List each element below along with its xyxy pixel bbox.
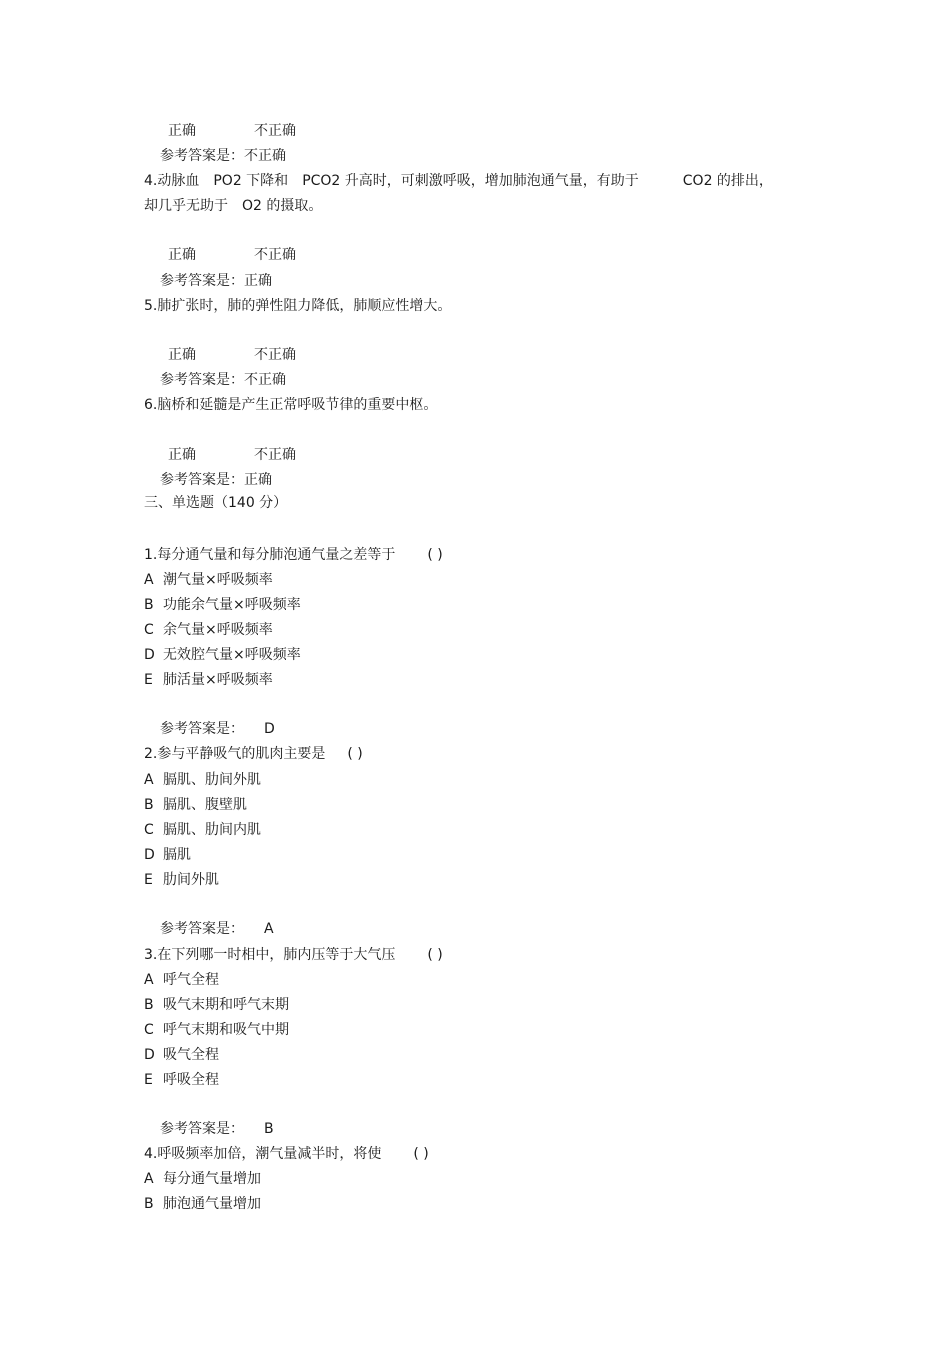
option-b[interactable] [144,996,289,1014]
option-letter: E [144,1072,153,1088]
option-text: 膈肌 [163,847,191,863]
reference-answer [160,920,274,938]
option-e[interactable] [144,871,219,889]
option-text: 潮气量×呼吸频率 [163,572,273,588]
reference-answer [160,147,286,165]
option-e[interactable] [144,671,273,689]
option-letter: B [144,597,154,613]
reference-answer [160,1120,274,1138]
option-text: 无效腔气量×呼吸频率 [163,647,301,663]
option-correct[interactable]: 正确 [168,447,196,463]
answer-prefix: 参考答案是： [160,472,244,488]
option-d[interactable] [144,846,191,864]
option-incorrect[interactable]: 不正确 [254,247,296,263]
option-text: 每分通气量增加 [163,1171,261,1187]
answer-value: 不正确 [244,148,286,164]
option-d[interactable] [144,646,301,664]
option-a[interactable] [144,571,273,589]
answer-value: A [264,921,274,937]
tf-options [168,346,296,364]
stem-part: PO2 下降和 [213,173,289,189]
option-c[interactable] [144,821,261,839]
answer-value: 正确 [244,472,272,488]
question-stem [144,172,773,190]
option-c[interactable] [144,1021,289,1039]
answer-value: 正确 [244,273,272,289]
option-d[interactable] [144,1046,219,1064]
answer-blank: ( ) [347,746,363,762]
option-text: 肺泡通气量增加 [163,1196,261,1212]
option-letter: C [144,822,154,838]
question-stem: 5.肺扩张时，肺的弹性阻力降低，肺顺应性增大。 [144,298,452,314]
option-letter: C [144,622,154,638]
option-letter: E [144,672,153,688]
answer-blank: ( ) [427,547,443,563]
answer-prefix: 参考答案是： [160,148,244,164]
question-stem [144,546,443,564]
stem-part: 却几乎无助于 [144,198,228,214]
question-stem [144,745,363,763]
option-correct[interactable]: 正确 [168,123,196,139]
stem-text: 3.在下列哪一时相中，肺内压等于大气压 [144,947,396,963]
tf-options [168,122,296,140]
option-letter: A [144,972,154,988]
option-correct[interactable]: 正确 [168,347,196,363]
option-incorrect[interactable]: 不正确 [254,347,296,363]
stem-text: 2.参与平静吸气的肌肉主要是 [144,746,326,762]
option-incorrect[interactable]: 不正确 [254,447,296,463]
answer-prefix: 参考答案是： [160,921,244,937]
stem-text: 4.呼吸频率加倍，潮气量减半时，将使 [144,1146,382,1162]
option-b[interactable] [144,796,247,814]
option-letter: C [144,1022,154,1038]
option-correct[interactable]: 正确 [168,247,196,263]
reference-answer [160,371,286,389]
reference-answer [160,272,272,290]
option-letter: D [144,847,155,863]
question-stem-continued [144,197,322,215]
option-c[interactable] [144,621,273,639]
answer-blank: ( ) [427,947,443,963]
question-stem [144,1145,429,1163]
stem-part: PCO2 升高时，可刺激呼吸，增加肺泡通气量，有助于 [302,173,639,189]
option-letter: B [144,997,154,1013]
option-e[interactable] [144,1071,219,1089]
option-text: 肋间外肌 [163,872,219,888]
option-text: 呼吸全程 [163,1072,219,1088]
stem-part: CO2 的排出， [682,173,773,189]
answer-blank: ( ) [413,1146,429,1162]
reference-answer [160,471,272,489]
option-b[interactable] [144,1195,261,1213]
option-a[interactable] [144,971,219,989]
option-text: 肺活量×呼吸频率 [163,672,273,688]
option-text: 吸气末期和呼气末期 [163,997,289,1013]
option-text: 功能余气量×呼吸频率 [163,597,301,613]
option-text: 呼气全程 [163,972,219,988]
option-text: 膈肌、肋间外肌 [163,772,261,788]
stem-part: 4.动脉血 [144,173,200,189]
question-stem: 6.脑桥和延髓是产生正常呼吸节律的重要中枢。 [144,397,438,413]
answer-prefix: 参考答案是： [160,273,244,289]
option-text: 呼气末期和吸气中期 [163,1022,289,1038]
option-letter: A [144,572,154,588]
answer-value: D [264,721,275,737]
question-stem [144,946,443,964]
option-letter: D [144,647,155,663]
option-letter: E [144,872,153,888]
answer-prefix: 参考答案是： [160,1121,244,1137]
option-text: 膈肌、肋间内肌 [163,822,261,838]
option-text: 余气量×呼吸频率 [163,622,273,638]
tf-options [168,446,296,464]
option-text: 膈肌、腹壁肌 [163,797,247,813]
answer-value: B [264,1121,274,1137]
stem-text: 1.每分通气量和每分肺泡通气量之差等于 [144,547,396,563]
option-letter: B [144,797,154,813]
option-letter: D [144,1047,155,1063]
reference-answer [160,720,275,738]
option-letter: B [144,1196,154,1212]
option-text: 吸气全程 [163,1047,219,1063]
option-incorrect[interactable]: 不正确 [254,123,296,139]
option-letter: A [144,1171,154,1187]
answer-prefix: 参考答案是： [160,721,244,737]
answer-prefix: 参考答案是： [160,372,244,388]
option-b[interactable] [144,596,301,614]
option-a[interactable] [144,771,261,789]
option-a[interactable] [144,1170,261,1188]
section-heading: 三、单选题（140 分） [144,495,288,511]
stem-part: O2 的摄取。 [242,198,323,214]
option-letter: A [144,772,154,788]
answer-value: 不正确 [244,372,286,388]
tf-options [168,246,296,264]
